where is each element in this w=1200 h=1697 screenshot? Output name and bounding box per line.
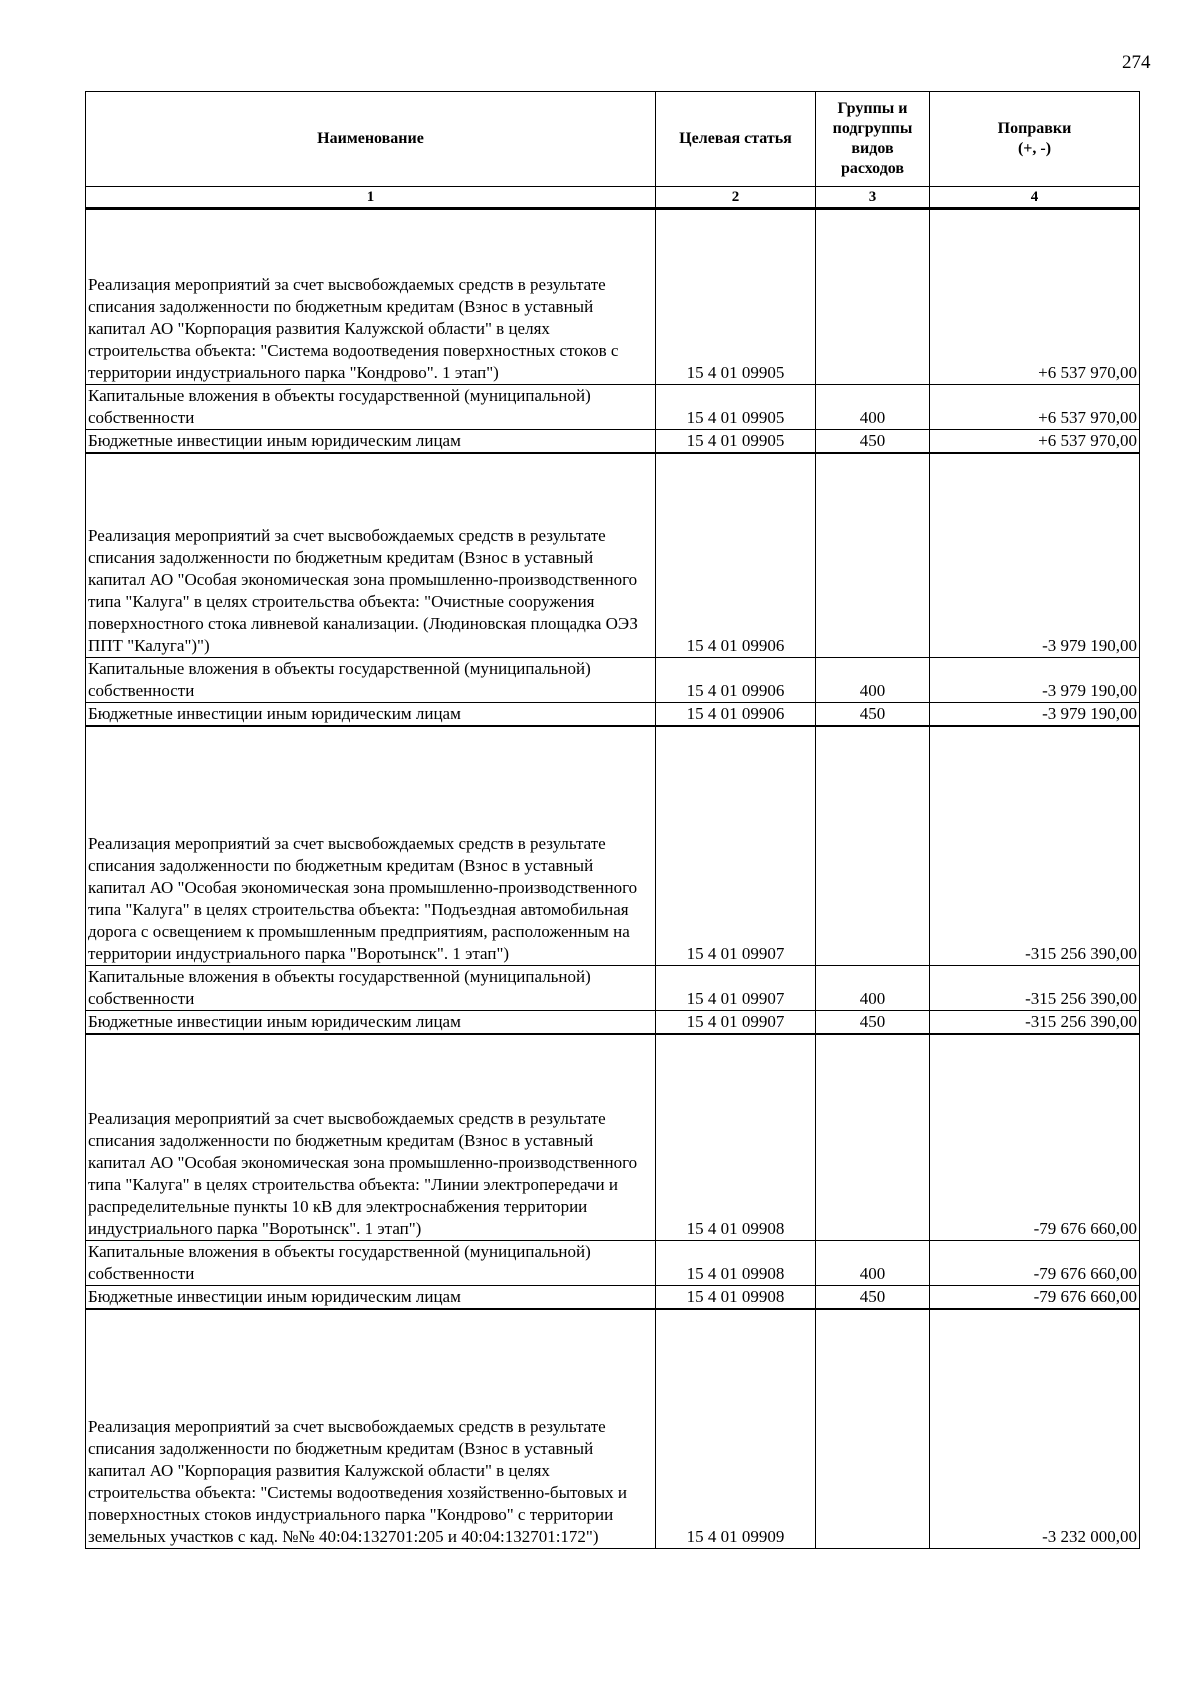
header-target: Целевая статья xyxy=(656,92,816,187)
row-amount: -315 256 390,00 xyxy=(930,1011,1140,1035)
row-group: 450 xyxy=(816,1011,930,1035)
row-name: Бюджетные инвестиции иным юридическим лицам xyxy=(86,430,656,454)
column-number-2: 2 xyxy=(656,187,816,209)
row-target-code: 15 4 01 09909 xyxy=(656,1309,816,1549)
column-number-row xyxy=(86,187,1140,209)
row-group: 450 xyxy=(816,430,930,454)
row-target-code: 15 4 01 09906 xyxy=(656,702,816,726)
row-target-code: 15 4 01 09906 xyxy=(656,657,816,702)
header-amendments xyxy=(930,92,1140,187)
row-target-code: 15 4 01 09906 xyxy=(656,453,816,657)
row-group xyxy=(816,1309,930,1549)
row-amount: +6 537 970,00 xyxy=(930,430,1140,454)
row-amount: -79 676 660,00 xyxy=(930,1285,1140,1309)
table-row xyxy=(86,430,1140,454)
row-amount: -3 979 190,00 xyxy=(930,453,1140,657)
table-row xyxy=(86,1240,1140,1285)
table-row xyxy=(86,209,1140,385)
table-row xyxy=(86,702,1140,726)
budget-table xyxy=(85,91,1140,1549)
row-target-code: 15 4 01 09907 xyxy=(656,966,816,1011)
row-target-code: 15 4 01 09908 xyxy=(656,1034,816,1240)
row-amount: -3 979 190,00 xyxy=(930,702,1140,726)
table-row xyxy=(86,453,1140,657)
row-name: Бюджетные инвестиции иным юридическим лицам xyxy=(86,1285,656,1309)
table-row xyxy=(86,966,1140,1011)
row-name: Реализация мероприятий за счет высвобождаемых средств в результате списания задолженности по бюджетным кредитам (Взнос в уставный капитал АО "Корпорация развития Калужской области" в целях строительства объекта: "Система водоотведения поверхностных стоков с территории индустриального парка "Кондрово". 1 этап") xyxy=(86,209,656,385)
row-group: 450 xyxy=(816,1285,930,1309)
row-group: 450 xyxy=(816,702,930,726)
row-name: Капитальные вложения в объекты государственной (муниципальной) собственности xyxy=(86,966,656,1011)
row-group: 400 xyxy=(816,385,930,430)
row-name: Капитальные вложения в объекты государственной (муниципальной) собственности xyxy=(86,657,656,702)
table-row xyxy=(86,657,1140,702)
row-target-code: 15 4 01 09907 xyxy=(656,726,816,966)
page-number: 274 xyxy=(1122,52,1151,73)
row-target-code: 15 4 01 09908 xyxy=(656,1240,816,1285)
row-name: Бюджетные инвестиции иным юридическим лицам xyxy=(86,702,656,726)
column-number-1: 1 xyxy=(86,187,656,209)
row-group xyxy=(816,453,930,657)
row-group xyxy=(816,1034,930,1240)
row-name: Реализация мероприятий за счет высвобождаемых средств в результате списания задолженности по бюджетным кредитам (Взнос в уставный капитал АО "Особая экономическая зона промышленно-производственного типа "Калуга" в целях строительства объекта: "Линии электропередачи и распределительные пункты 10 кВ для электроснабжения территории индустриального парка "Воротынск". 1 этап") xyxy=(86,1034,656,1240)
row-group xyxy=(816,209,930,385)
row-name: Реализация мероприятий за счет высвобождаемых средств в результате списания задолженности по бюджетным кредитам (Взнос в уставный капитал АО "Особая экономическая зона промышленно-производственного типа "Калуга" в целях строительства объекта: "Подъездная автомобильная дорога с освещением к промышленным предприятиям, расположенным на территории индустриального парка "Воротынск". 1 этап") xyxy=(86,726,656,966)
row-target-code: 15 4 01 09905 xyxy=(656,385,816,430)
row-name: Бюджетные инвестиции иным юридическим лицам xyxy=(86,1011,656,1035)
header-name: Наименование xyxy=(86,92,656,187)
table-row xyxy=(86,726,1140,966)
row-name: Реализация мероприятий за счет высвобождаемых средств в результате списания задолженности по бюджетным кредитам (Взнос в уставный капитал АО "Корпорация развития Калужской области" в целях строительства объекта: "Системы водоотведения хозяйственно-бытовых и поверхностных стоков индустриального парка "Кондрово" с территории земельных участков с кад. №№ 40:04:132701:205 и 40:04:132701:172") xyxy=(86,1309,656,1549)
row-amount: -315 256 390,00 xyxy=(930,726,1140,966)
table-row xyxy=(86,1285,1140,1309)
column-number-3: 3 xyxy=(816,187,930,209)
row-name: Реализация мероприятий за счет высвобождаемых средств в результате списания задолженности по бюджетным кредитам (Взнос в уставный капитал АО "Особая экономическая зона промышленно-производственного типа "Калуга" в целях строительства объекта: "Очистные сооружения поверхностного стока ливневой канализации. (Людиновская площадка ОЭЗ ППТ "Калуга")") xyxy=(86,453,656,657)
row-amount: +6 537 970,00 xyxy=(930,209,1140,385)
header-amendments-line1: Поправки xyxy=(997,120,1072,137)
row-group: 400 xyxy=(816,657,930,702)
header-amendments-line2: (+, -) xyxy=(1017,140,1052,157)
row-target-code: 15 4 01 09905 xyxy=(656,430,816,454)
row-target-code: 15 4 01 09908 xyxy=(656,1285,816,1309)
header-groups: Группы и подгруппы видов расходов xyxy=(816,92,930,187)
row-amount: -3 232 000,00 xyxy=(930,1309,1140,1549)
row-group xyxy=(816,726,930,966)
row-name: Капитальные вложения в объекты государственной (муниципальной) собственности xyxy=(86,385,656,430)
row-amount: -3 979 190,00 xyxy=(930,657,1140,702)
row-amount: +6 537 970,00 xyxy=(930,385,1140,430)
row-group: 400 xyxy=(816,1240,930,1285)
row-target-code: 15 4 01 09907 xyxy=(656,1011,816,1035)
table-row xyxy=(86,1011,1140,1035)
row-name: Капитальные вложения в объекты государственной (муниципальной) собственности xyxy=(86,1240,656,1285)
table-row xyxy=(86,1034,1140,1240)
table-row xyxy=(86,385,1140,430)
row-group: 400 xyxy=(816,966,930,1011)
table-row xyxy=(86,1309,1140,1549)
row-target-code: 15 4 01 09905 xyxy=(656,209,816,385)
row-amount: -315 256 390,00 xyxy=(930,966,1140,1011)
header-row xyxy=(86,92,1140,187)
column-number-4: 4 xyxy=(930,187,1140,209)
row-amount: -79 676 660,00 xyxy=(930,1240,1140,1285)
row-amount: -79 676 660,00 xyxy=(930,1034,1140,1240)
